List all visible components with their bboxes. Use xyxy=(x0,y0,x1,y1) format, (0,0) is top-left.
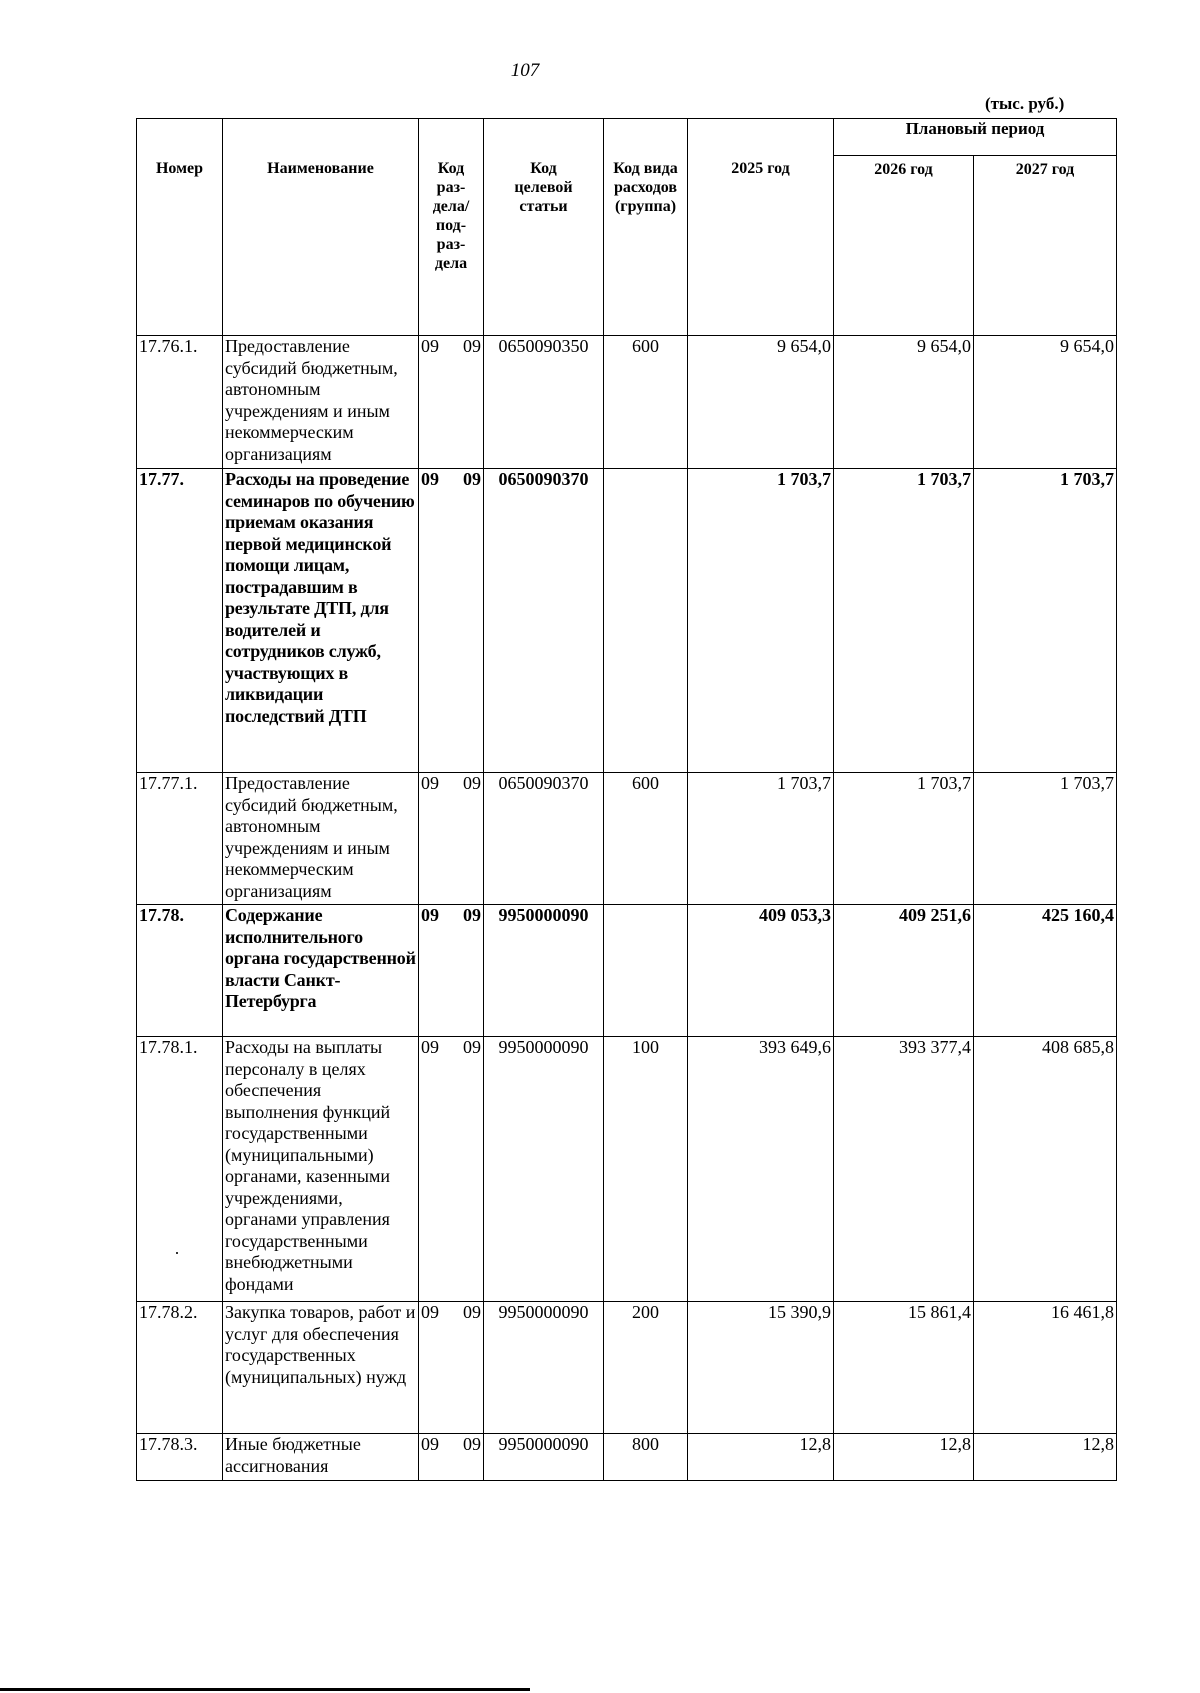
page-number: 107 xyxy=(510,60,540,81)
row-expense-kind: 600 xyxy=(604,773,688,905)
subsection-code: 09 xyxy=(463,336,481,356)
scan-speck xyxy=(176,1252,178,1254)
row-amount-2026: 9 654,0 xyxy=(834,336,974,469)
row-amount-2027: 1 703,7 xyxy=(974,773,1117,905)
section-code-pair xyxy=(421,1037,481,1059)
subsection-code: 09 xyxy=(463,1302,481,1322)
row-amount-2027: 1 703,7 xyxy=(974,469,1117,773)
row-expense-kind: 100 xyxy=(604,1037,688,1302)
row-name: Иные бюджетные ассигнования xyxy=(223,1434,419,1481)
row-amount-2027: 408 685,8 xyxy=(974,1037,1117,1302)
subsection-code: 09 xyxy=(463,773,481,793)
section-code: 09 xyxy=(421,1434,439,1454)
row-amount-2027: 425 160,4 xyxy=(974,905,1117,1037)
row-amount-2026: 15 861,4 xyxy=(834,1302,974,1434)
header-target-code-text: Код целевой статьи xyxy=(514,160,573,215)
row-number: 17.78. xyxy=(137,905,223,1037)
header-year-2026: 2026 год xyxy=(834,156,974,336)
row-amount-2025: 1 703,7 xyxy=(688,469,834,773)
scan-edge-line xyxy=(0,1688,530,1691)
row-number: 17.76.1. xyxy=(137,336,223,469)
row-amount-2026: 1 703,7 xyxy=(834,469,974,773)
row-number: 17.78.1. xyxy=(137,1037,223,1302)
row-amount-2027: 9 654,0 xyxy=(974,336,1117,469)
section-code: 09 xyxy=(421,1302,439,1322)
header-year-2025: 2025 год xyxy=(688,119,834,336)
header-planned-period: Плановый период xyxy=(834,119,1117,156)
header-expense-kind: Код вида расходов (группа) xyxy=(604,119,688,336)
row-amount-2025: 9 654,0 xyxy=(688,336,834,469)
row-expense-kind xyxy=(604,469,688,773)
row-section-code xyxy=(419,905,484,1037)
row-section-code xyxy=(419,1434,484,1481)
row-target-code: 9950000090 xyxy=(484,1434,604,1481)
row-target-code: 0650090370 xyxy=(484,773,604,905)
row-target-code: 9950000090 xyxy=(484,905,604,1037)
section-code: 09 xyxy=(421,469,439,489)
row-name: Содержание исполнительного органа государственной власти Санкт-Петербурга xyxy=(223,905,419,1037)
section-code: 09 xyxy=(421,1037,439,1057)
row-amount-2025: 409 053,3 xyxy=(688,905,834,1037)
section-code-pair xyxy=(421,1434,481,1456)
row-section-code xyxy=(419,336,484,469)
table-row xyxy=(137,1434,1117,1481)
row-section-code xyxy=(419,1037,484,1302)
section-code: 09 xyxy=(421,773,439,793)
row-name: Расходы на проведение семинаров по обучению приемам оказания первой медицинской помощи лицам, пострадавшим в результате ДТП, для водителей и сотрудников служб, участвующих в ликвидации последствий ДТП xyxy=(223,469,419,773)
row-number: 17.78.2. xyxy=(137,1302,223,1434)
row-target-code: 0650090370 xyxy=(484,469,604,773)
row-amount-2025: 12,8 xyxy=(688,1434,834,1481)
row-amount-2026: 12,8 xyxy=(834,1434,974,1481)
row-expense-kind: 600 xyxy=(604,336,688,469)
table-row xyxy=(137,1037,1117,1302)
header-year-2027: 2027 год xyxy=(974,156,1117,336)
row-amount-2026: 393 377,4 xyxy=(834,1037,974,1302)
units-label: (тыс. руб.) xyxy=(985,94,1065,113)
header-section-code xyxy=(419,119,484,336)
row-number: 17.77.1. xyxy=(137,773,223,905)
row-amount-2025: 1 703,7 xyxy=(688,773,834,905)
header-number: Номер xyxy=(137,119,223,336)
row-target-code: 0650090350 xyxy=(484,336,604,469)
budget-table xyxy=(136,118,1117,1481)
table-row xyxy=(137,773,1117,905)
section-code: 09 xyxy=(421,905,439,925)
row-target-code: 9950000090 xyxy=(484,1037,604,1302)
row-amount-2025: 15 390,9 xyxy=(688,1302,834,1434)
row-name: Предоставление субсидий бюджетным, автономным учреждениям и иным некоммерческим организациям xyxy=(223,773,419,905)
section-code-pair xyxy=(421,905,481,927)
row-amount-2027: 12,8 xyxy=(974,1434,1117,1481)
row-name: Предоставление субсидий бюджетным, автономным учреждениям и иным некоммерческим организациям xyxy=(223,336,419,469)
row-amount-2026: 1 703,7 xyxy=(834,773,974,905)
section-code-pair xyxy=(421,1302,481,1324)
header-name: Наименование xyxy=(223,119,419,336)
subsection-code: 09 xyxy=(463,1434,481,1454)
row-number: 17.77. xyxy=(137,469,223,773)
section-code-pair xyxy=(421,469,481,491)
table-row xyxy=(137,336,1117,469)
row-expense-kind: 800 xyxy=(604,1434,688,1481)
table-body xyxy=(137,336,1117,1481)
row-amount-2026: 409 251,6 xyxy=(834,905,974,1037)
table-row xyxy=(137,1302,1117,1434)
row-expense-kind xyxy=(604,905,688,1037)
table-row xyxy=(137,905,1117,1037)
table-row xyxy=(137,469,1117,773)
header-target-code xyxy=(484,119,604,336)
section-code-pair xyxy=(421,773,481,795)
subsection-code: 09 xyxy=(463,905,481,925)
row-amount-2027: 16 461,8 xyxy=(974,1302,1117,1434)
row-name: Расходы на выплаты персоналу в целях обеспечения выполнения функций государственными (муниципальными) органами, казенными учреждениями, органами управления государственными внебюджетными фондами xyxy=(223,1037,419,1302)
row-expense-kind: 200 xyxy=(604,1302,688,1434)
row-name: Закупка товаров, работ и услуг для обеспечения государственных (муниципальных) нужд xyxy=(223,1302,419,1434)
section-code-pair xyxy=(421,336,481,358)
row-target-code: 9950000090 xyxy=(484,1302,604,1434)
row-amount-2025: 393 649,6 xyxy=(688,1037,834,1302)
subsection-code: 09 xyxy=(463,1037,481,1057)
section-code: 09 xyxy=(421,336,439,356)
row-section-code xyxy=(419,469,484,773)
row-section-code xyxy=(419,773,484,905)
header-section-code-text: Код раз-дела/ под-раз-дела xyxy=(432,160,470,272)
row-number: 17.78.3. xyxy=(137,1434,223,1481)
subsection-code: 09 xyxy=(463,469,481,489)
row-section-code xyxy=(419,1302,484,1434)
